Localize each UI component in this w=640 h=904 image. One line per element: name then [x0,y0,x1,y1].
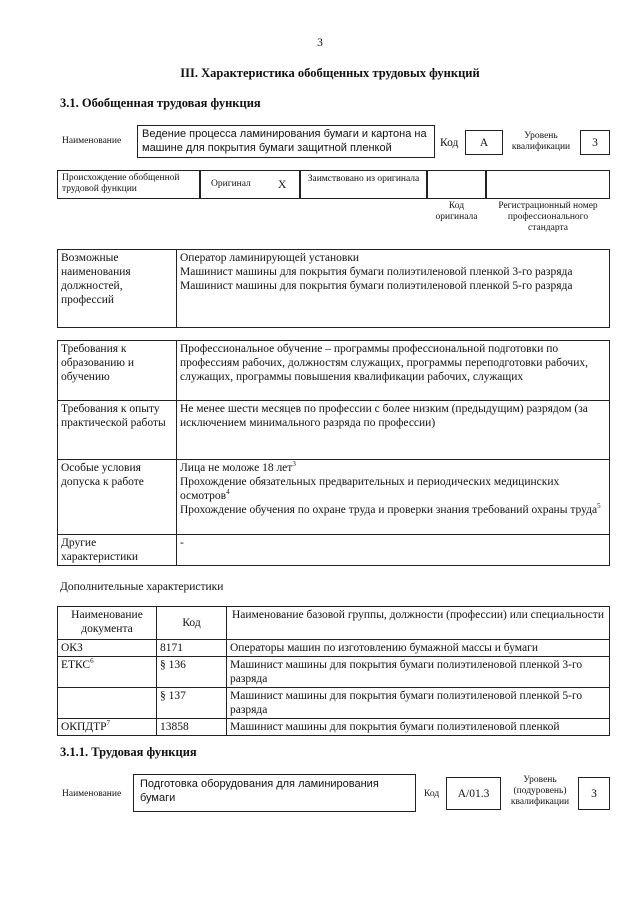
position-item: Машинист машины для покрытия бумаги полиэтиленовой пленкой 3-го разряда [180,266,573,278]
gf-original-label: Оригинал [211,179,251,189]
footnote-ref: 7 [106,719,111,728]
row-code: 13858 [157,719,227,736]
row-name: Операторы машин по изготовлению бумажной массы и бумаги [227,640,610,657]
gf-level-label: Уровень квалификации [511,131,571,152]
lf-name-value: Подготовка оборудования для ламинирования бумаги [133,774,416,812]
education-label: Требования к образованию и обучению [58,341,177,401]
gf-name-value: Ведение процесса ламинирования бумаги и картона на машине для покрытия бумаги защитной пленкой [137,125,435,158]
position-item: Машинист машины для покрытия бумаги полиэтиленовой пленкой 5-го разряда [180,280,573,292]
footnote-ref: 3 [292,460,296,469]
col-header-name: Наименование базовой группы, должности (профессии) или специальности [227,607,610,640]
gf-borrowed-label: Заимствовано из оригинала [300,170,427,199]
gf-original-cell [200,170,300,199]
position-item: Оператор ламинирующей установки [180,252,360,264]
conditions-label: Особые условия допуска к работе [58,460,177,535]
col-header-doc: Наименование документа [58,607,157,640]
row-name: Машинист машины для покрытия бумаги полиэтиленовой пленкой 5-го разряда [227,688,610,719]
positions-table [57,249,610,328]
section-title: III. Характеристика обобщенных трудовых функций [180,66,480,80]
row-doc [58,688,157,719]
gf-origin-code-cell [427,170,486,199]
lf-code-label: Код [424,789,440,799]
gf-reg-number-caption: Регистрационный номер профессионального стандарта [498,201,598,233]
row-code: § 136 [157,657,227,688]
table-row [58,688,610,719]
other-label: Другие характеристики [58,535,177,566]
row-doc: ОКПДТР$^7$ [58,719,157,736]
footnote-ref: 6 [90,657,94,666]
lf-level-value: 3 [578,777,610,810]
condition-item: Прохождение обучения по охране труда и проверки знания требований охраны труда$^5$ [180,502,601,516]
footnote-ref: 5 [597,502,601,511]
labor-function-heading: 3.1.1. Трудовая функция [60,745,197,759]
lf-code-value: А/01.3 [446,777,501,810]
education-value: Профессиональное обучение – программы профессиональной подготовки по профессиям рабочих, должностям служащих, программы переподготовки рабочих, служащих, программы повышения квалификации рабочих, служащих [177,341,610,401]
gf-origin-code-caption: Код оригинала [435,201,478,222]
positions-list [177,250,610,328]
experience-value: Не менее шести месяцев по профессии с более низким (предыдущим) разрядом (за исключением минимального разряда по профессии) [177,401,610,460]
row-name: Машинист машины для покрытия бумаги полиэтиленовой пленкой [227,719,610,736]
gf-code-value: А [465,130,503,155]
row-code: § 137 [157,688,227,719]
row-code: 8171 [157,640,227,657]
experience-label: Требования к опыту практической работы [58,401,177,460]
table-row [58,719,610,736]
gf-reg-number-cell [486,170,610,199]
lf-level-label: Уровень (подуровень) квалификации [510,775,570,807]
requirements-table [57,340,610,566]
gf-name-label: Наименование [62,136,122,146]
table-row [58,640,610,657]
table-row [58,657,610,688]
row-name: Машинист машины для покрытия бумаги полиэтиленовой пленкой 3-го разряда [227,657,610,688]
conditions-list [177,460,610,535]
additional-heading: Дополнительные характеристики [60,581,224,593]
gf-code-label: Код [440,137,459,149]
row-doc: ЕТКС$^6$ [58,657,157,688]
footnote-ref: 4 [226,488,230,497]
gf-level-value: 3 [580,130,610,155]
gf-origin-label: Происхождение обобщенной трудовой функции [57,170,200,199]
additional-table [57,606,610,736]
generalized-function-heading: 3.1. Обобщенная трудовая функция [60,96,261,110]
page-number: 3 [317,37,323,49]
other-value: - [177,535,610,566]
col-header-code: Код [157,607,227,640]
positions-label: Возможные наименования должностей, профессий [58,250,177,328]
gf-original-mark: Х [278,179,287,191]
condition-item: Прохождение обязательных предварительных и периодических медицинских осмотров$^4$ [180,476,560,502]
condition-item: Лица не моложе 18 лет$^3$ [180,460,296,474]
row-doc: ОКЗ [58,640,157,657]
lf-name-label: Наименование [62,789,122,799]
